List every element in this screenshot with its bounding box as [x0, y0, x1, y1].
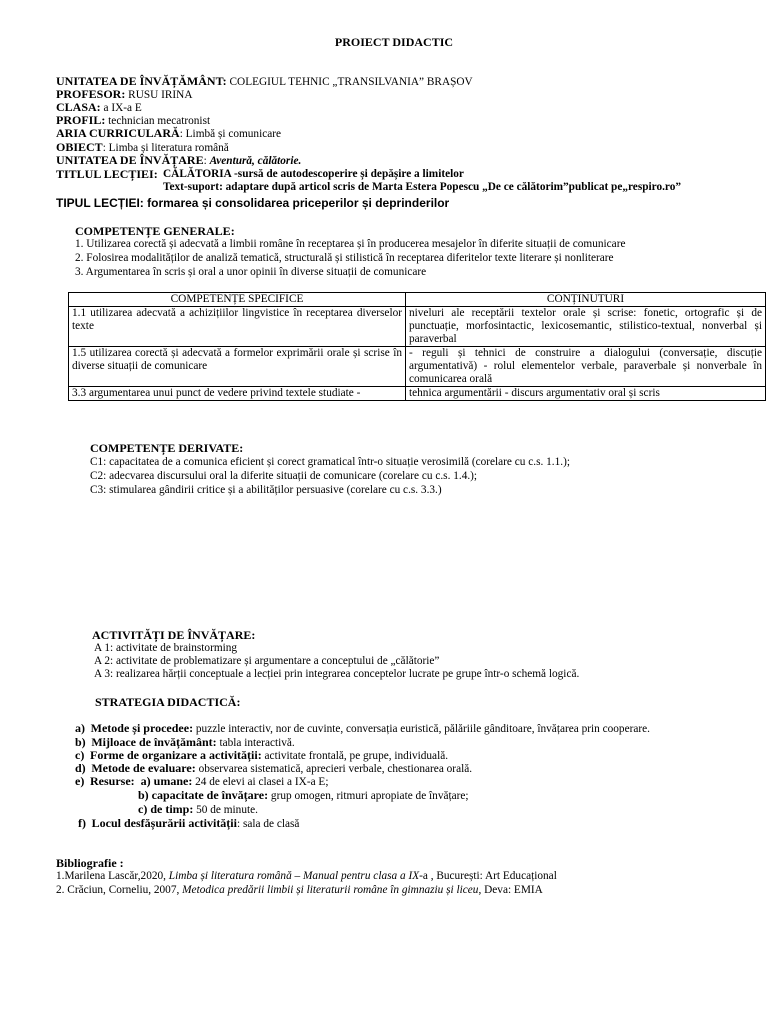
info-line-school: UNITATEA DE ÎNVĂȚĂMÂNT: COLEGIUL TEHNIC „TRANSILVANIA” BRAȘOV	[56, 74, 473, 88]
learning-activity-item: A 1: activitate de brainstorming	[94, 642, 238, 654]
resources-learning-capacity: b) capacitate de învățare: grup omogen, ritmuri apropiate de învățare;	[138, 788, 469, 802]
table-row	[69, 307, 766, 347]
strategy-heading: STRATEGIA DIDACTICĂ:	[95, 695, 241, 709]
derived-competences-heading: COMPETENȚE DERIVATE:	[90, 441, 244, 455]
lesson-title-value: CĂLĂTORIA -sursă de autodescoperire și depășire a limitelor	[163, 168, 464, 180]
general-competence-item: 3. Argumentarea în scris și oral a unor opinii în diverse situații de comunicare	[75, 266, 427, 278]
lesson-support-text: Text-suport: adaptare după articol scris de Marta Estera Popescu „De ce călătorim”publicat pe„respiro.ro”	[163, 181, 682, 193]
general-competence-item: 2. Folosirea modalităților de analiză tematică, structurală și stilistică în receptarea diferitelor texte literare și nonliterare	[75, 252, 614, 264]
document-title: PROIECT DIDACTIC	[334, 35, 454, 49]
derived-competence-item: C2: adecvarea discursului oral la diferite situații de comunicare (corelare cu c.s. 1.4.);	[90, 470, 478, 482]
table-row	[69, 387, 766, 401]
table-header-row	[69, 293, 766, 307]
learning-activity-item: A 3: realizarea hărții conceptuale a lecției prin integrarea conceptelor lucrate pe grupe într-o schemă logică.	[94, 668, 580, 680]
bibliography-item: 2. Crăciun, Corneliu, 2007, Metodica predării limbii și literaturii române în gimnaziu și liceu, Deva: EMIA	[56, 884, 543, 896]
info-line-subject: OBIECT: Limba și literatura română	[56, 140, 229, 154]
table-header-contents: CONȚINUTURI	[406, 293, 766, 307]
strategy-item-location: f) Locul desfășurării activității: sala de clasă	[78, 816, 300, 830]
competences-table	[68, 292, 766, 401]
info-line-profile: PROFIL: technician mecatronist	[56, 113, 211, 127]
lesson-title-line: TITLUL LECȚIEI:	[56, 167, 158, 181]
table-cell: niveluri ale receptării textelor orale și scrise: fonetic, ortografic și de punctuație, morfosintactic, lexicosemantic, stilistico-textual, nonverbal și paraverbal	[406, 307, 766, 347]
strategy-item-means: b) Mijloace de învățământ: tabla interactivă.	[75, 735, 295, 749]
info-line-learning-unit: UNITATEA DE ÎNVĂȚARE: Aventură, călătorie.	[56, 153, 302, 167]
general-competences-heading: COMPETENȚE GENERALE:	[75, 224, 235, 238]
general-competence-item: 1. Utilizarea corectă și adecvată a limbii române în receptarea și în producerea mesajelor în diferite situații de comunicare	[75, 238, 626, 250]
bibliography-heading: Bibliografie :	[56, 856, 124, 870]
strategy-item-resources: e) Resurse: a) umane: 24 de elevi ai clasei a IX-a E;	[75, 774, 329, 788]
learning-activity-item: A 2: activitate de problematizare și argumentare a conceptului de „călătorie”	[94, 655, 440, 667]
table-cell: 1.1 utilizarea adecvată a achizițiilor lingvistice în receptarea diverselor texte	[69, 307, 406, 347]
info-line-teacher: PROFESOR: RUSU IRINA	[56, 87, 193, 101]
derived-competence-item: C1: capacitatea de a comunica eficient și corect gramatical într-o situație verosimilă (corelare cu c.s. 1.1.);	[90, 456, 570, 468]
table-cell: 3.3 argumentarea unui punct de vedere privind textele studiate -	[69, 387, 406, 401]
lesson-type-line: TIPUL LECȚIEI: formarea și consolidarea priceperilor și deprinderilor	[56, 196, 450, 210]
info-line-curricular-area: ARIA CURRICULARĂ: Limbă și comunicare	[56, 126, 282, 140]
derived-competence-item: C3: stimularea gândirii critice și a abilităților persuasive (corelare cu c.s. 3.3.)	[90, 484, 442, 496]
table-row	[69, 347, 766, 387]
learning-activities-heading: ACTIVITĂȚI DE ÎNVĂȚARE:	[92, 628, 256, 642]
table-cell: - reguli și tehnici de construire a dialogului (conversație, discuție argumentativă) - rolul elementelor verbale, paraverbale și nonverbale în comunicarea orală	[406, 347, 766, 387]
resources-time: c) de timp: 50 de minute.	[138, 802, 258, 816]
table-cell: 1.5 utilizarea corectă și adecvată a formelor exprimării orale și scrise în diverse situații de comunicare	[69, 347, 406, 387]
info-line-class: CLASA: a IX-a E	[56, 100, 142, 114]
table-header-specific-competences: COMPETENȚE SPECIFICE	[69, 293, 406, 307]
bibliography-item: 1.Marilena Lascăr,2020, Limba și literatura română – Manual pentru clasa a IX-a , București: Art Educațional	[56, 870, 557, 882]
strategy-item-methods: a) Metode și procedee: puzzle interactiv, nor de cuvinte, conversația euristică, pălăriile gânditoare, învățarea prin cooperare.	[75, 721, 650, 735]
strategy-item-organization: c) Forme de organizare a activității: activitate frontală, pe grupe, individuală.	[75, 748, 449, 762]
strategy-item-evaluation: d) Metode de evaluare: observarea sistematică, aprecieri verbale, chestionarea orală.	[75, 761, 473, 775]
table-cell: tehnica argumentării - discurs argumentativ oral și scris	[406, 387, 766, 401]
